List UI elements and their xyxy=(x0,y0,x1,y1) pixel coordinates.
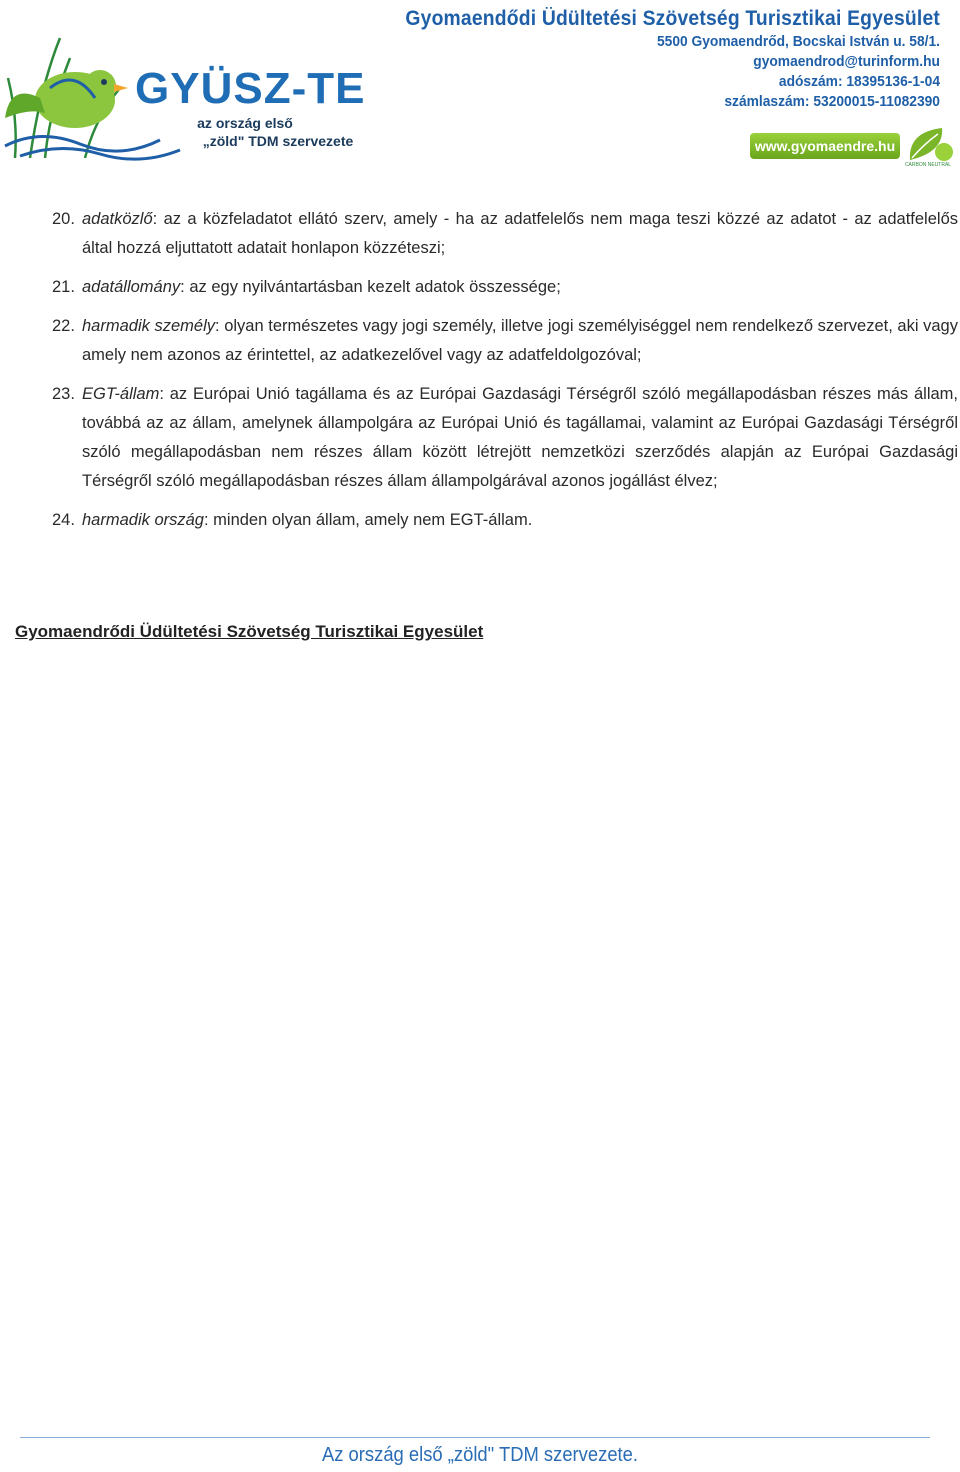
item-text: : az Európai Unió tagállama és az Európai Gazdasági Térségről szóló megállapodásban részes más állam, továbbá az az állam, amelynek állampolgára az Európai Unió és tagállamai, valamint az Európai Gazdasági Térségről szóló megállapodásban nem részes állam között létrejött nemzetközi szerződés alapján az Európai Gazdasági Térségről szóló megállapodásban részes állam állampolgárával azonos jogállást élvez; xyxy=(82,385,958,490)
list-item xyxy=(52,380,958,496)
logo-subtitle-2: „zöld" TDM szervezete xyxy=(202,133,354,149)
item-number: 24. xyxy=(52,511,75,529)
item-term: harmadik személy xyxy=(82,317,215,335)
carbon-neutral-badge-text: CARBON NEUTRAL xyxy=(904,162,952,168)
organization-account: számlaszám: 53200015-11082390 xyxy=(724,93,940,110)
footer-divider xyxy=(20,1437,930,1438)
organization-name: Gyomaendődi Üdültetési Szövetség Turisztikai Egyesület xyxy=(405,7,940,30)
item-number: 22. xyxy=(52,317,75,335)
item-number: 20. xyxy=(52,210,75,228)
footer-slogan: Az ország első „zöld" TDM szervezete. xyxy=(321,1444,639,1466)
gyusz-te-logo xyxy=(0,28,380,163)
definitions-list xyxy=(52,205,958,545)
logo-title: GYÜSZ-TE xyxy=(135,64,366,113)
item-term: harmadik ország xyxy=(82,511,204,529)
item-text: : az a közfeladatot ellátó szerv, amely - ha az adatfelelős nem maga teszi közzé az adatot - az adatfelelős által hozzá eljuttatott adatait honlapon közzéteszi; xyxy=(82,210,958,257)
organization-email[interactable]: gyomaendrod@turinform.hu xyxy=(753,53,940,70)
item-term: adatközlő xyxy=(82,210,153,228)
item-term: EGT-állam xyxy=(82,385,160,403)
organization-tax-id: adószám: 18395136-1-04 xyxy=(778,73,940,90)
list-item xyxy=(52,205,958,263)
item-text: : minden olyan állam, amely nem EGT-állam. xyxy=(203,511,533,529)
list-item xyxy=(52,273,958,302)
item-number: 23. xyxy=(52,385,75,403)
item-term: adatállomány xyxy=(82,278,181,296)
list-item xyxy=(52,312,958,370)
item-number: 21. xyxy=(52,278,75,296)
website-link[interactable]: www.gyomaendre.hu xyxy=(750,133,900,159)
bird-icon xyxy=(5,70,128,128)
item-text: : az egy nyilvántartásban kezelt adatok összessége; xyxy=(180,278,561,296)
signature-organization-name: Gyomaendrődi Üdültetési Szövetség Turisztikai Egyesület xyxy=(15,622,484,641)
list-item xyxy=(52,506,958,535)
logo-subtitle-1: az ország első xyxy=(197,115,293,131)
organization-contact-block xyxy=(340,6,940,112)
item-text: : olyan természetes vagy jogi személy, illetve jogi személyiséggel nem rendelkező szervezet, aki vagy amely nem azonos az érintettel, az adatkezelővel vagy az adatfeldolgozóval; xyxy=(82,317,958,364)
organization-address: 5500 Gyomaendrőd, Bocskai István u. 58/1. xyxy=(656,33,940,50)
carbon-neutral-leaf-icon xyxy=(902,122,956,168)
